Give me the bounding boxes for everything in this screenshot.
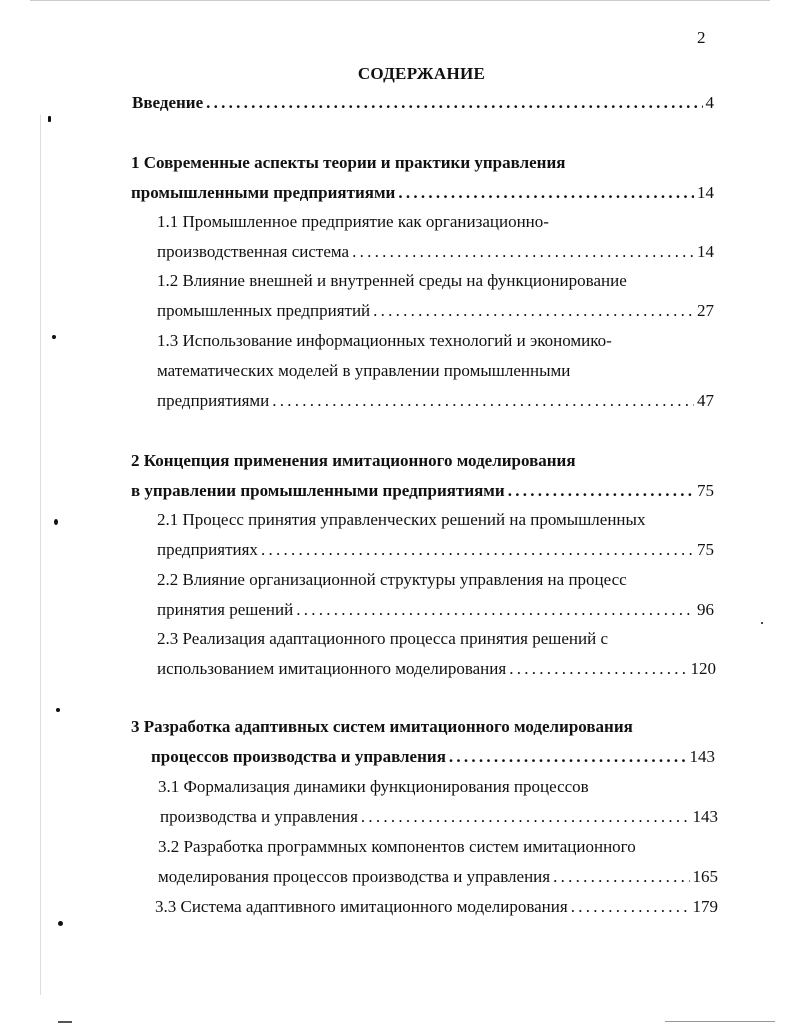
leader-dots [553,867,689,887]
toc-entry-label: предприятиями [157,391,270,410]
page-number: 2 [697,28,706,47]
toc-entry-page: 96 [697,600,714,619]
section-heading: 1.3 Использование информационных технологий и экономико- [157,331,612,350]
margin-mark [761,622,763,624]
section-heading: 2.2 Влияние организационной структуры управления на процесс [157,570,627,589]
section-heading: 2.1 Процесс принятия управленческих решений на промышленных [157,510,646,529]
toc-entry-label: использованием имитационного моделирования [157,659,507,678]
toc-entry-section-3-3[interactable] [155,897,718,917]
toc-entry-section-2-2[interactable] [157,600,714,620]
chapter-heading: 3 Разработка адаптивных систем имитационного моделирования [131,717,633,736]
leader-dots [261,540,694,560]
toc-entry-label: производства и управления [160,807,358,826]
section-heading: 3.1 Формализация динамики функционирования процессов [158,777,589,796]
leader-dots [361,807,690,827]
margin-mark [56,708,60,712]
section-heading-continuation: математических моделей в управлении промышленными [157,361,571,380]
toc-entry-label: принятия решений [157,600,294,619]
scan-edge-line [40,115,41,995]
toc-entry-page: 165 [692,867,718,886]
toc-entry-section-3-2[interactable] [158,867,718,887]
toc-entry-page: 47 [697,391,714,410]
section-heading: 1.2 Влияние внешней и внутренней среды на функционирование [157,271,627,290]
margin-mark [54,519,58,525]
chapter-heading: 2 Концепция применения имитационного моделирования [131,451,576,470]
page-title: СОДЕРЖАНИЕ [357,64,486,83]
leader-dots [272,391,694,411]
toc-entry-page: 143 [689,747,715,766]
toc-entry-label: производственная система [157,242,350,261]
scan-bottom-edge-right [665,1021,775,1022]
leader-dots [206,93,702,113]
section-heading: 2.3 Реализация адаптационного процесса принятия решений с [157,629,609,648]
leader-dots [398,183,694,203]
leader-dots [449,747,687,767]
section-heading: 3.2 Разработка программных компонентов систем имитационного [158,837,636,856]
toc-entry-page: 143 [692,807,718,826]
toc-entry-page: 75 [697,540,714,559]
toc-entry-label: промышленных предприятий [157,301,371,320]
toc-entry-page: 75 [697,481,714,500]
toc-entry-page: 120 [690,659,716,678]
toc-entry-label: предприятиях [157,540,258,559]
toc-entry-chapter-3[interactable] [151,747,715,767]
leader-dots [373,301,694,321]
toc-entry-section-2-3[interactable] [157,659,716,679]
margin-mark [52,335,56,339]
scan-top-edge [30,0,770,1]
toc-entry-label: в управлении промышленными предприятиями [131,481,505,500]
section-heading: 1.1 Промышленное предприятие как организационно- [157,212,549,231]
toc-entry-section-1-3[interactable] [157,391,714,411]
leader-dots [571,897,690,917]
leader-dots [508,481,694,501]
leader-dots [509,659,687,679]
margin-mark [48,116,51,122]
scan-bottom-edge [58,1021,72,1023]
leader-dots [352,242,694,262]
toc-entry-chapter-1[interactable] [131,183,714,203]
toc-entry-page: 27 [697,301,714,320]
toc-entry-label: 3.3 Система адаптивного имитационного моделирования [155,897,568,916]
toc-entry-page: 14 [697,183,714,202]
toc-entry-section-2-1[interactable] [157,540,714,560]
leader-dots [296,600,694,620]
chapter-heading: 1 Современные аспекты теории и практики управления [131,153,566,172]
toc-entry-page: 14 [697,242,714,261]
toc-entry-page: 179 [692,897,718,916]
toc-entry-section-3-1[interactable] [160,807,718,827]
toc-entry-label: Введение [132,93,204,112]
toc-entry-label: моделирования процессов производства и управления [158,867,551,886]
margin-mark [58,921,63,926]
toc-entry-section-1-1[interactable] [157,242,714,262]
toc-entry-chapter-2[interactable] [131,481,714,501]
toc-entry-label: процессов производства и управления [151,747,446,766]
toc-entry-intro[interactable] [132,93,714,113]
toc-entry-page: 4 [705,93,714,112]
toc-entry-label: промышленными предприятиями [131,183,396,202]
toc-entry-section-1-2[interactable] [157,301,714,321]
